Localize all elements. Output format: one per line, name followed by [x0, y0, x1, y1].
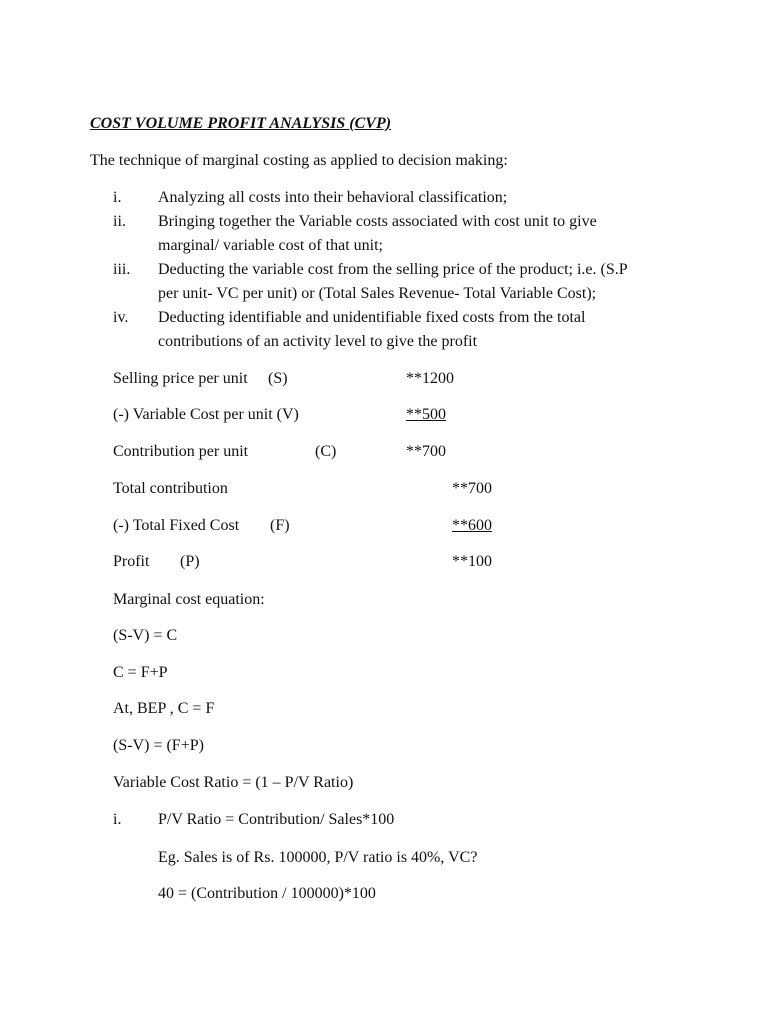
equation: (S-V) = (F+P) — [113, 737, 204, 754]
table-row-label: Total contribution — [113, 480, 228, 497]
document-title: COST VOLUME PROFIT ANALYSIS (CVP) — [90, 115, 392, 132]
list-item-text: Deducting the variable cost from the selling price of the product; i.e. (S.P — [158, 261, 628, 278]
pv-calculation: 40 = (Contribution / 100000)*100 — [158, 885, 376, 902]
table-row-value: **100 — [452, 553, 492, 570]
table-row-symbol: (S) — [268, 370, 288, 387]
table-row-label: Selling price per unit — [113, 370, 248, 387]
table-row-value: **500 — [406, 406, 446, 423]
table-row-value: **600 — [452, 517, 492, 534]
table-row-value: **1200 — [406, 370, 454, 387]
equation: (S-V) = C — [113, 627, 178, 644]
list-number: i. — [113, 189, 122, 206]
table-row-value: **700 — [406, 443, 446, 460]
pv-example: Eg. Sales is of Rs. 100000, P/V ratio is 40%, VC? — [158, 849, 478, 866]
table-row-symbol: (F) — [270, 517, 290, 534]
table-row-symbol: (C) — [315, 443, 337, 460]
list-number: ii. — [113, 213, 126, 230]
list-number: iv. — [113, 309, 129, 326]
table-row-value: **700 — [452, 480, 492, 497]
list-item-text: Deducting identifiable and unidentifiable fixed costs from the total — [158, 309, 586, 326]
table-row-label: (-) Total Fixed Cost — [113, 517, 240, 534]
list-item-text: contributions of an activity level to give the profit — [158, 333, 478, 350]
list-number: iii. — [113, 261, 131, 278]
equation: C = F+P — [113, 664, 168, 681]
equations-heading: Marginal cost equation: — [113, 591, 265, 608]
pv-ratio-formula: P/V Ratio = Contribution/ Sales*100 — [158, 811, 395, 828]
list-item-text: Analyzing all costs into their behavioral classification; — [158, 189, 508, 206]
table-row-symbol: (P) — [180, 553, 200, 570]
table-row-label: Contribution per unit — [113, 443, 249, 460]
list-item-text: per unit- VC per unit) or (Total Sales Revenue- Total Variable Cost); — [158, 285, 597, 302]
table-row-label: Profit — [113, 553, 150, 570]
table-row-label: (-) Variable Cost per unit (V) — [113, 406, 299, 423]
list-number: i. — [113, 811, 122, 828]
variable-cost-ratio: Variable Cost Ratio = (1 – P/V Ratio) — [113, 774, 354, 791]
list-item-text: marginal/ variable cost of that unit; — [158, 237, 383, 254]
equation: At, BEP , C = F — [113, 700, 215, 717]
list-item-text: Bringing together the Variable costs associated with cost unit to give — [158, 213, 597, 230]
intro-text: The technique of marginal costing as applied to decision making: — [90, 152, 508, 169]
